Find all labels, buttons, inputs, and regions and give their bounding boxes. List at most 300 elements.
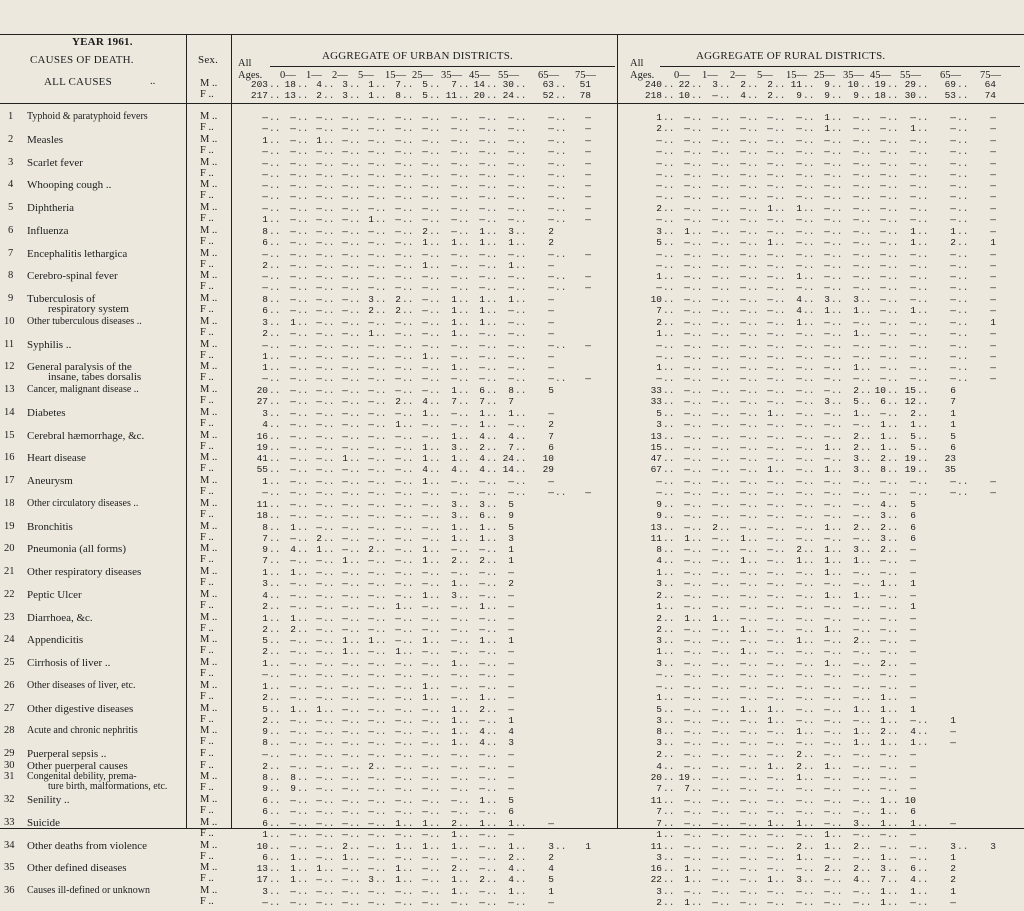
urban-cell: — (395, 112, 401, 123)
rural-leader: .. (803, 373, 815, 385)
rural-leader: .. (663, 783, 675, 795)
rural-cell: — (880, 760, 886, 772)
rural-cell: — (767, 441, 773, 453)
rural-leader: .. (957, 362, 969, 374)
urban-leader: .. (402, 851, 414, 863)
urban-leader: .. (458, 385, 470, 396)
rural-cell: — (684, 362, 690, 374)
rural-leader: .. (957, 294, 969, 305)
urban-cell: — (422, 532, 428, 544)
urban-leader: .. (349, 874, 361, 886)
urban-age-header: 55— (498, 70, 519, 81)
rural-leader: .. (747, 635, 759, 647)
urban-cell: — (290, 134, 296, 146)
urban-leader: .. (429, 498, 441, 510)
urban-cell: — (368, 168, 374, 180)
rural-leader: .. (719, 714, 731, 726)
cause-name: Other diseases of liver, etc. (27, 679, 136, 691)
urban-leader: .. (429, 840, 441, 852)
sex-cell: M .. (200, 839, 218, 851)
rural-leader: .. (803, 271, 815, 283)
rural-cell: — (712, 487, 718, 499)
urban-cell: 1 (422, 407, 428, 419)
rural-leader: .. (831, 282, 843, 294)
urban-cell: — (342, 532, 348, 544)
urban-leader: .. (402, 806, 414, 818)
urban-cell: — (290, 714, 296, 726)
urban-leader: .. (402, 817, 414, 829)
rural-cell: — (824, 453, 830, 465)
urban-cell: — (316, 635, 322, 647)
rural-cell: — (853, 669, 859, 681)
urban-leader: .. (458, 112, 470, 123)
urban-leader: .. (486, 214, 498, 226)
rural-leader: .. (663, 749, 675, 760)
rural-cell: — (824, 783, 830, 795)
rural-cell: 1 (910, 886, 916, 898)
rural-leader: .. (747, 828, 759, 840)
rural-cell: — (684, 441, 690, 453)
urban-leader: .. (429, 783, 441, 795)
urban-cell: — (342, 498, 348, 510)
rural-cell: — (712, 874, 718, 886)
urban-leader: .. (269, 691, 281, 703)
rural-leader: .. (691, 795, 703, 807)
rural-leader: .. (917, 294, 929, 305)
rural-leader: .. (860, 886, 872, 898)
rural-cell: — (950, 259, 956, 271)
rural-cell: — (767, 498, 773, 510)
urban-cell: — (262, 112, 268, 123)
rural-leader: .. (887, 203, 899, 214)
rural-leader: .. (774, 817, 786, 829)
urban-cell: 3 (368, 874, 374, 886)
rural-cell: — (853, 418, 859, 430)
urban-leader: .. (486, 248, 498, 260)
rural-leader: .. (831, 362, 843, 374)
urban-leader: .. (375, 795, 387, 807)
rural-cell: 240 (644, 79, 662, 90)
rural-cell: — (740, 487, 746, 499)
rural-cell: 2 (796, 544, 802, 556)
urban-cell: — (585, 271, 591, 283)
rural-leader: .. (747, 509, 759, 521)
urban-leader: .. (402, 441, 414, 453)
urban-cell: — (422, 112, 428, 123)
urban-leader: .. (458, 134, 470, 146)
urban-leader: .. (297, 259, 309, 271)
urban-cell: — (342, 134, 348, 146)
rural-cell: 1 (684, 897, 690, 909)
rural-cell: — (740, 691, 746, 703)
rural-leader: .. (917, 897, 929, 909)
rural-cell: — (767, 316, 773, 328)
rural-leader: .. (831, 271, 843, 283)
rural-leader: .. (803, 555, 815, 567)
rural-cell: 6 (880, 396, 886, 408)
urban-cell: — (342, 259, 348, 271)
rural-cell: — (910, 555, 916, 567)
urban-cell: — (422, 134, 428, 146)
cause-name: Heart disease (27, 452, 86, 465)
urban-cell: — (395, 453, 401, 465)
rural-cell: 1 (824, 658, 830, 669)
urban-cell: — (368, 509, 374, 521)
rural-cell: — (853, 772, 859, 784)
rural-cell: — (684, 567, 690, 578)
rural-cell: — (684, 385, 690, 396)
urban-cell: — (290, 180, 296, 192)
urban-cell: 217 (250, 90, 268, 101)
rural-cell: — (767, 112, 773, 123)
cause-name: Measles (27, 133, 64, 146)
rural-cell: — (796, 806, 802, 818)
urban-cell: — (290, 123, 296, 135)
rural-cell: 1 (767, 874, 773, 886)
rural-cell: — (796, 487, 802, 499)
rural-age-header: 2— (730, 70, 746, 81)
rural-leader: .. (860, 327, 872, 339)
rural-cell: — (880, 828, 886, 840)
rural-cell: — (712, 658, 718, 669)
rural-leader: .. (663, 327, 675, 339)
rural-leader: .. (860, 214, 872, 226)
rural-cell: 1 (824, 555, 830, 567)
rural-leader: .. (719, 134, 731, 146)
urban-leader: .. (269, 749, 281, 760)
rural-leader: .. (860, 145, 872, 157)
rural-cell: — (880, 236, 886, 248)
rural-leader: .. (917, 79, 929, 90)
rural-cell: 2 (880, 658, 886, 669)
urban-cell: 1 (508, 635, 514, 647)
rural-cell: — (712, 532, 718, 544)
rural-leader: .. (663, 487, 675, 499)
rural-leader: .. (887, 487, 899, 499)
rural-cell: — (950, 327, 956, 339)
rural-leader: .. (774, 282, 786, 294)
urban-leader: .. (429, 521, 441, 533)
urban-leader: .. (269, 772, 281, 784)
urban-cell: — (422, 658, 428, 669)
urban-cell: 1 (508, 886, 514, 898)
urban-cell: — (508, 760, 514, 772)
rural-leader: .. (719, 362, 731, 374)
rural-leader: .. (803, 806, 815, 818)
rural-leader: .. (747, 214, 759, 226)
rural-leader: .. (691, 840, 703, 852)
urban-leader: .. (429, 157, 441, 169)
rural-cell: 2 (853, 840, 859, 852)
urban-leader: .. (515, 294, 527, 305)
rural-cell: — (910, 350, 916, 362)
rural-cell: — (880, 772, 886, 784)
rural-leader: .. (887, 578, 899, 590)
rural-cell: — (824, 350, 830, 362)
rural-leader: .. (719, 236, 731, 248)
urban-leader: .. (402, 134, 414, 146)
rural-leader: .. (691, 714, 703, 726)
rural-cell: — (656, 157, 662, 169)
rural-cell: 1 (656, 112, 662, 123)
rural-cell: 8 (656, 726, 662, 738)
rural-cell: — (910, 362, 916, 374)
rural-leader: .. (831, 476, 843, 487)
rural-leader: .. (719, 157, 731, 169)
urban-leader: .. (402, 282, 414, 294)
rural-leader: .. (860, 339, 872, 351)
rural-leader: .. (747, 691, 759, 703)
rural-cell: — (740, 874, 746, 886)
urban-leader: .. (349, 453, 361, 465)
rural-cell: — (767, 248, 773, 260)
rural-leader: .. (917, 168, 929, 180)
urban-cell: — (422, 327, 428, 339)
rural-cell: — (910, 157, 916, 169)
urban-leader: .. (402, 373, 414, 385)
rural-cell: — (684, 407, 690, 419)
rural-cell: 3 (656, 578, 662, 590)
rural-leader: .. (691, 282, 703, 294)
rural-leader: .. (831, 691, 843, 703)
urban-leader: .. (349, 783, 361, 795)
rural-leader: .. (860, 203, 872, 214)
rural-leader: .. (831, 578, 843, 590)
rural-leader: .. (917, 339, 929, 351)
cause-name: Peptic Ulcer (27, 588, 82, 601)
rural-cell: — (767, 863, 773, 875)
rural-cell: — (740, 521, 746, 533)
rural-leader: .. (774, 806, 786, 818)
rural-leader: .. (719, 874, 731, 886)
rural-leader: .. (663, 600, 675, 612)
rural-cell: 1 (740, 646, 746, 658)
cause-name: Congenital debility, prema- (27, 771, 137, 783)
urban-leader: .. (375, 886, 387, 898)
urban-cell: 7 (508, 441, 514, 453)
urban-leader: .. (269, 145, 281, 157)
rural-leader: .. (887, 737, 899, 749)
urban-cell: — (290, 373, 296, 385)
urban-leader: .. (297, 578, 309, 590)
urban-leader: .. (323, 509, 335, 521)
rural-leader: .. (719, 180, 731, 192)
urban-leader: .. (458, 362, 470, 374)
urban-leader: .. (402, 635, 414, 647)
urban-cell: — (342, 157, 348, 169)
urban-leader: .. (458, 795, 470, 807)
rural-cell: — (712, 407, 718, 419)
rural-leader: .. (747, 555, 759, 567)
urban-leader: .. (375, 840, 387, 852)
rural-cell: — (796, 464, 802, 476)
rural-leader: .. (831, 248, 843, 260)
urban-leader: .. (429, 760, 441, 772)
rural-cell: — (796, 863, 802, 875)
urban-cell: — (548, 407, 554, 419)
rural-leader: .. (831, 532, 843, 544)
urban-cell: 1 (262, 612, 268, 624)
urban-leader: .. (349, 658, 361, 669)
urban-leader: .. (402, 760, 414, 772)
rural-leader: .. (803, 874, 815, 886)
urban-cell: 29 (542, 464, 554, 476)
urban-cell: — (479, 840, 485, 852)
urban-leader: .. (486, 123, 498, 135)
rural-cell: — (950, 897, 956, 909)
rural-leader: .. (831, 749, 843, 760)
rural-cell: — (853, 828, 859, 840)
urban-leader: .. (486, 772, 498, 784)
urban-leader: .. (323, 806, 335, 818)
urban-leader: .. (323, 407, 335, 419)
rural-cell: — (796, 225, 802, 237)
rural-cell: — (880, 669, 886, 681)
urban-cell: — (451, 145, 457, 157)
rural-cell: — (740, 316, 746, 328)
rural-cell: — (740, 168, 746, 180)
urban-cell: — (479, 544, 485, 556)
rural-leader: .. (887, 282, 899, 294)
rural-leader: .. (747, 886, 759, 898)
urban-cell: 20 (256, 385, 268, 396)
urban-leader: .. (402, 339, 414, 351)
sex-cell: F .. (200, 144, 214, 156)
rural-leader: .. (663, 669, 675, 681)
rural-leader: .. (887, 498, 899, 510)
rural-cell: — (853, 897, 859, 909)
rural-leader: .. (691, 567, 703, 578)
rural-leader: .. (691, 90, 703, 101)
rural-cell: 11 (650, 840, 662, 852)
urban-leader: .. (297, 203, 309, 214)
urban-cell: — (316, 157, 322, 169)
urban-cell: 8 (290, 772, 296, 784)
urban-leader: .. (402, 714, 414, 726)
rural-cell: — (712, 589, 718, 601)
rural-leader: .. (691, 191, 703, 203)
urban-cell: — (451, 339, 457, 351)
urban-leader: .. (402, 418, 414, 430)
urban-cell: — (508, 783, 514, 795)
rural-cell: — (712, 350, 718, 362)
rural-cell: — (712, 362, 718, 374)
sex-cell: F .. (200, 167, 214, 179)
rural-cell: — (796, 680, 802, 692)
urban-cell: — (290, 806, 296, 818)
rural-cell: — (880, 840, 886, 852)
urban-leader: .. (323, 430, 335, 442)
urban-cell: 4 (316, 79, 322, 90)
urban-cell: 6 (262, 795, 268, 807)
urban-leader: .. (429, 203, 441, 214)
urban-cell: — (368, 680, 374, 692)
rural-leader: .. (887, 316, 899, 328)
rural-cell: 3 (880, 509, 886, 521)
urban-ages-label: Ages. (238, 70, 263, 81)
urban-leader: .. (515, 305, 527, 317)
rural-cell: 2 (656, 612, 662, 624)
rural-leader: .. (747, 680, 759, 692)
rural-leader: .. (774, 259, 786, 271)
rural-cell: — (950, 476, 956, 487)
rural-leader: .. (803, 191, 815, 203)
urban-cell: 1 (479, 418, 485, 430)
rural-cell: — (796, 145, 802, 157)
rural-cell: 5 (950, 430, 956, 442)
urban-leader: .. (349, 806, 361, 818)
rural-leader: .. (774, 112, 786, 123)
urban-cell: — (422, 795, 428, 807)
urban-cell: — (316, 168, 322, 180)
urban-leader: .. (297, 772, 309, 784)
rural-leader: .. (860, 441, 872, 453)
urban-cell: 11 (445, 90, 457, 101)
rural-cell: — (910, 145, 916, 157)
rural-cell: — (767, 669, 773, 681)
cause-name: Other puerperal causes (27, 759, 128, 772)
urban-leader: .. (297, 600, 309, 612)
urban-cell: — (342, 236, 348, 248)
urban-leader: .. (402, 749, 414, 760)
rural-cell: 1 (853, 589, 859, 601)
rural-cell: — (767, 726, 773, 738)
urban-leader: .. (375, 214, 387, 226)
rural-cell: 1 (910, 225, 916, 237)
urban-cell: — (368, 578, 374, 590)
urban-cell: 3 (368, 294, 374, 305)
rural-cell: 1 (767, 236, 773, 248)
urban-cell: — (451, 635, 457, 647)
urban-leader: .. (486, 316, 498, 328)
urban-cell: — (508, 362, 514, 374)
rural-leader: .. (663, 396, 675, 408)
rural-leader: .. (774, 680, 786, 692)
rural-leader: .. (887, 691, 899, 703)
urban-leader: .. (429, 567, 441, 578)
rural-leader: .. (747, 294, 759, 305)
urban-leader: .. (429, 817, 441, 829)
rural-leader: .. (747, 658, 759, 669)
urban-leader: .. (269, 248, 281, 260)
rural-leader: .. (747, 248, 759, 260)
rural-leader: .. (860, 897, 872, 909)
urban-leader: .. (297, 795, 309, 807)
rural-leader: .. (691, 691, 703, 703)
rural-leader: .. (719, 168, 731, 180)
rural-cell: — (684, 180, 690, 192)
urban-leader: .. (323, 669, 335, 681)
rural-cell: — (950, 157, 956, 169)
urban-cell: — (368, 282, 374, 294)
rural-leader: .. (747, 567, 759, 578)
rural-cell: — (853, 532, 859, 544)
urban-cell: — (422, 886, 428, 898)
rural-cell: 2 (824, 863, 830, 875)
urban-subheader-rule (270, 66, 615, 67)
urban-leader: .. (323, 248, 335, 260)
rural-cell: — (796, 327, 802, 339)
urban-cell: — (508, 248, 514, 260)
urban-leader: .. (429, 145, 441, 157)
rural-cell: — (740, 600, 746, 612)
rural-leader: .. (663, 658, 675, 669)
rural-cell: 5 (656, 236, 662, 248)
rural-leader: .. (691, 248, 703, 260)
urban-leader: .. (269, 600, 281, 612)
rural-cell: — (684, 498, 690, 510)
urban-leader: .. (486, 509, 498, 521)
